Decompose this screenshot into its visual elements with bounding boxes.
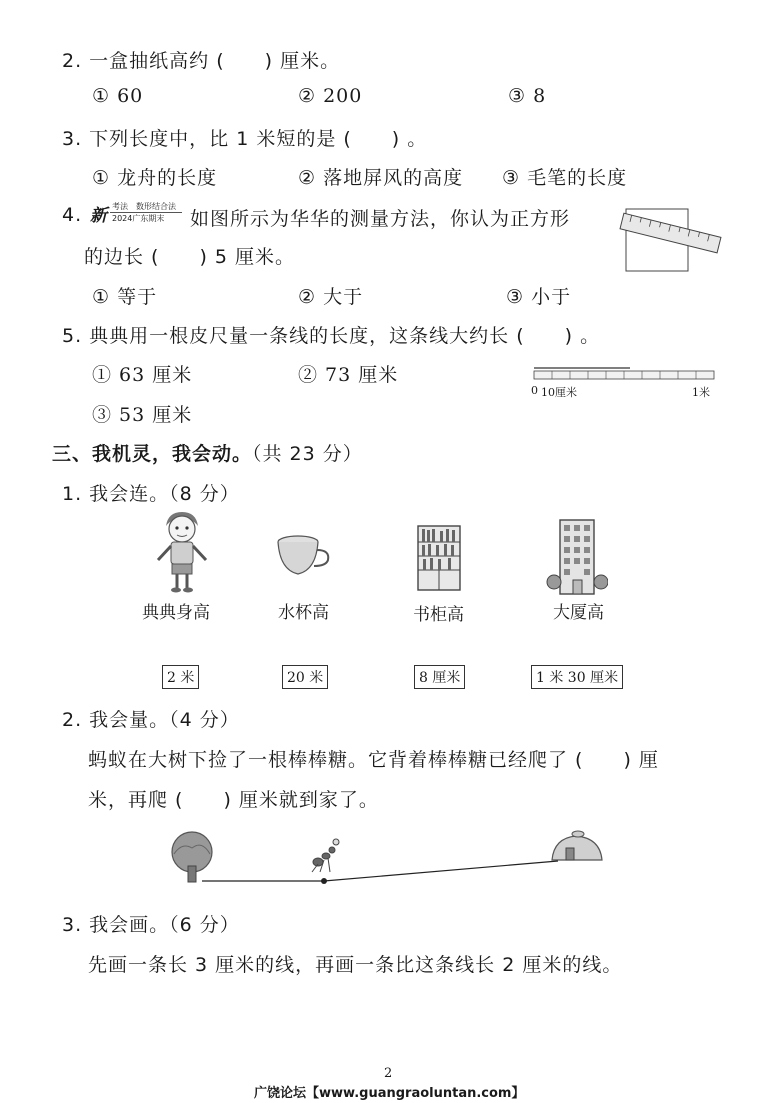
q3-option-1[interactable]: ① 龙舟的长度: [92, 167, 218, 189]
q5-option-1[interactable]: ① 63 厘米: [92, 364, 193, 386]
sub2-line2: 米，再爬 ( ) 厘米就到家了。: [88, 789, 379, 811]
ruler-ten-label: 10厘米: [541, 386, 577, 399]
q3-option-3[interactable]: ③ 毛笔的长度: [502, 167, 628, 189]
badge-line2: 2024广东期末: [112, 214, 165, 223]
boy-icon: [152, 508, 210, 596]
q2-option-3[interactable]: ③ 8: [508, 85, 547, 107]
badge-line1: 考法 数形结合法: [112, 202, 176, 211]
ant-house-icon: [552, 831, 602, 860]
section-3-heading: [52, 439, 363, 466]
q4-option-2[interactable]: ② 大于: [298, 286, 364, 308]
question-2: 2. 一盒抽纸高约 ( ) 厘米。: [62, 50, 341, 72]
sub3-title: 3. 我会画。（6 分）: [62, 914, 240, 936]
sub3-line1: 先画一条长 3 厘米的线，再画一条比这条线长 2 厘米的线。: [88, 954, 623, 976]
ant-path-figure: [168, 826, 610, 890]
label-building-height: 大厦高: [553, 603, 604, 623]
q2-option-2[interactable]: ② 200: [298, 85, 363, 107]
bookcase-icon: [412, 524, 466, 594]
new-method-badge: [90, 201, 184, 225]
q4-option-1[interactable]: ① 等于: [92, 286, 158, 308]
answer-box-2[interactable]: 20 米: [282, 665, 328, 689]
building-icon: [546, 516, 608, 596]
tape-measure-figure: [530, 362, 720, 382]
badge-xin: 新: [90, 206, 107, 226]
q3-option-2[interactable]: ② 落地屏风的高度: [298, 167, 464, 189]
section-3-title: 三、我机灵，我会动。: [52, 443, 253, 465]
page-number: 2: [384, 1066, 393, 1081]
question-3: 3. 下列长度中，比 1 米短的是 ( ) 。: [62, 128, 428, 150]
label-cup-height: 水杯高: [278, 603, 329, 623]
answer-box-4[interactable]: 1 米 30 厘米: [531, 665, 623, 689]
tree-icon: [172, 832, 212, 882]
q2-option-1[interactable]: ① 60: [92, 85, 144, 107]
footer-watermark: 广饶论坛【www.guangraoluntan.com】: [254, 1086, 525, 1101]
answer-box-1[interactable]: 2 米: [162, 665, 199, 689]
label-bookcase-height: 书柜高: [413, 605, 464, 625]
answer-box-3[interactable]: 8 厘米: [414, 665, 465, 689]
section-3-points: （共 23 分）: [252, 443, 363, 465]
ant-icon: [312, 839, 339, 872]
q4-line1: 如图所示为华华的测量方法，你认为正方形: [190, 208, 571, 230]
ruler-zero-label: 0: [531, 384, 538, 397]
q5-option-3[interactable]: ③ 53 厘米: [92, 404, 193, 426]
q4-option-3[interactable]: ③ 小于: [506, 286, 572, 308]
sub2-line1: 蚂蚁在大树下捡了一根棒棒糖。它背着棒棒糖已经爬了 ( ) 厘: [88, 749, 659, 771]
sub2-title: 2. 我会量。（4 分）: [62, 709, 240, 731]
ruler-end-label: 1米: [692, 386, 710, 399]
q5-option-2[interactable]: ② 73 厘米: [298, 364, 399, 386]
sub1-title: 1. 我会连。（8 分）: [62, 483, 240, 505]
cup-icon: [274, 532, 334, 582]
label-boy-height: 典典身高: [142, 603, 210, 623]
question-5: 5. 典典用一根皮尺量一条线的长度，这条线大约长 ( ) 。: [62, 325, 601, 347]
square-ruler-figure: [618, 205, 722, 275]
q4-number: 4.: [62, 204, 83, 226]
q4-line2: 的边长 ( ) 5 厘米。: [84, 246, 296, 268]
